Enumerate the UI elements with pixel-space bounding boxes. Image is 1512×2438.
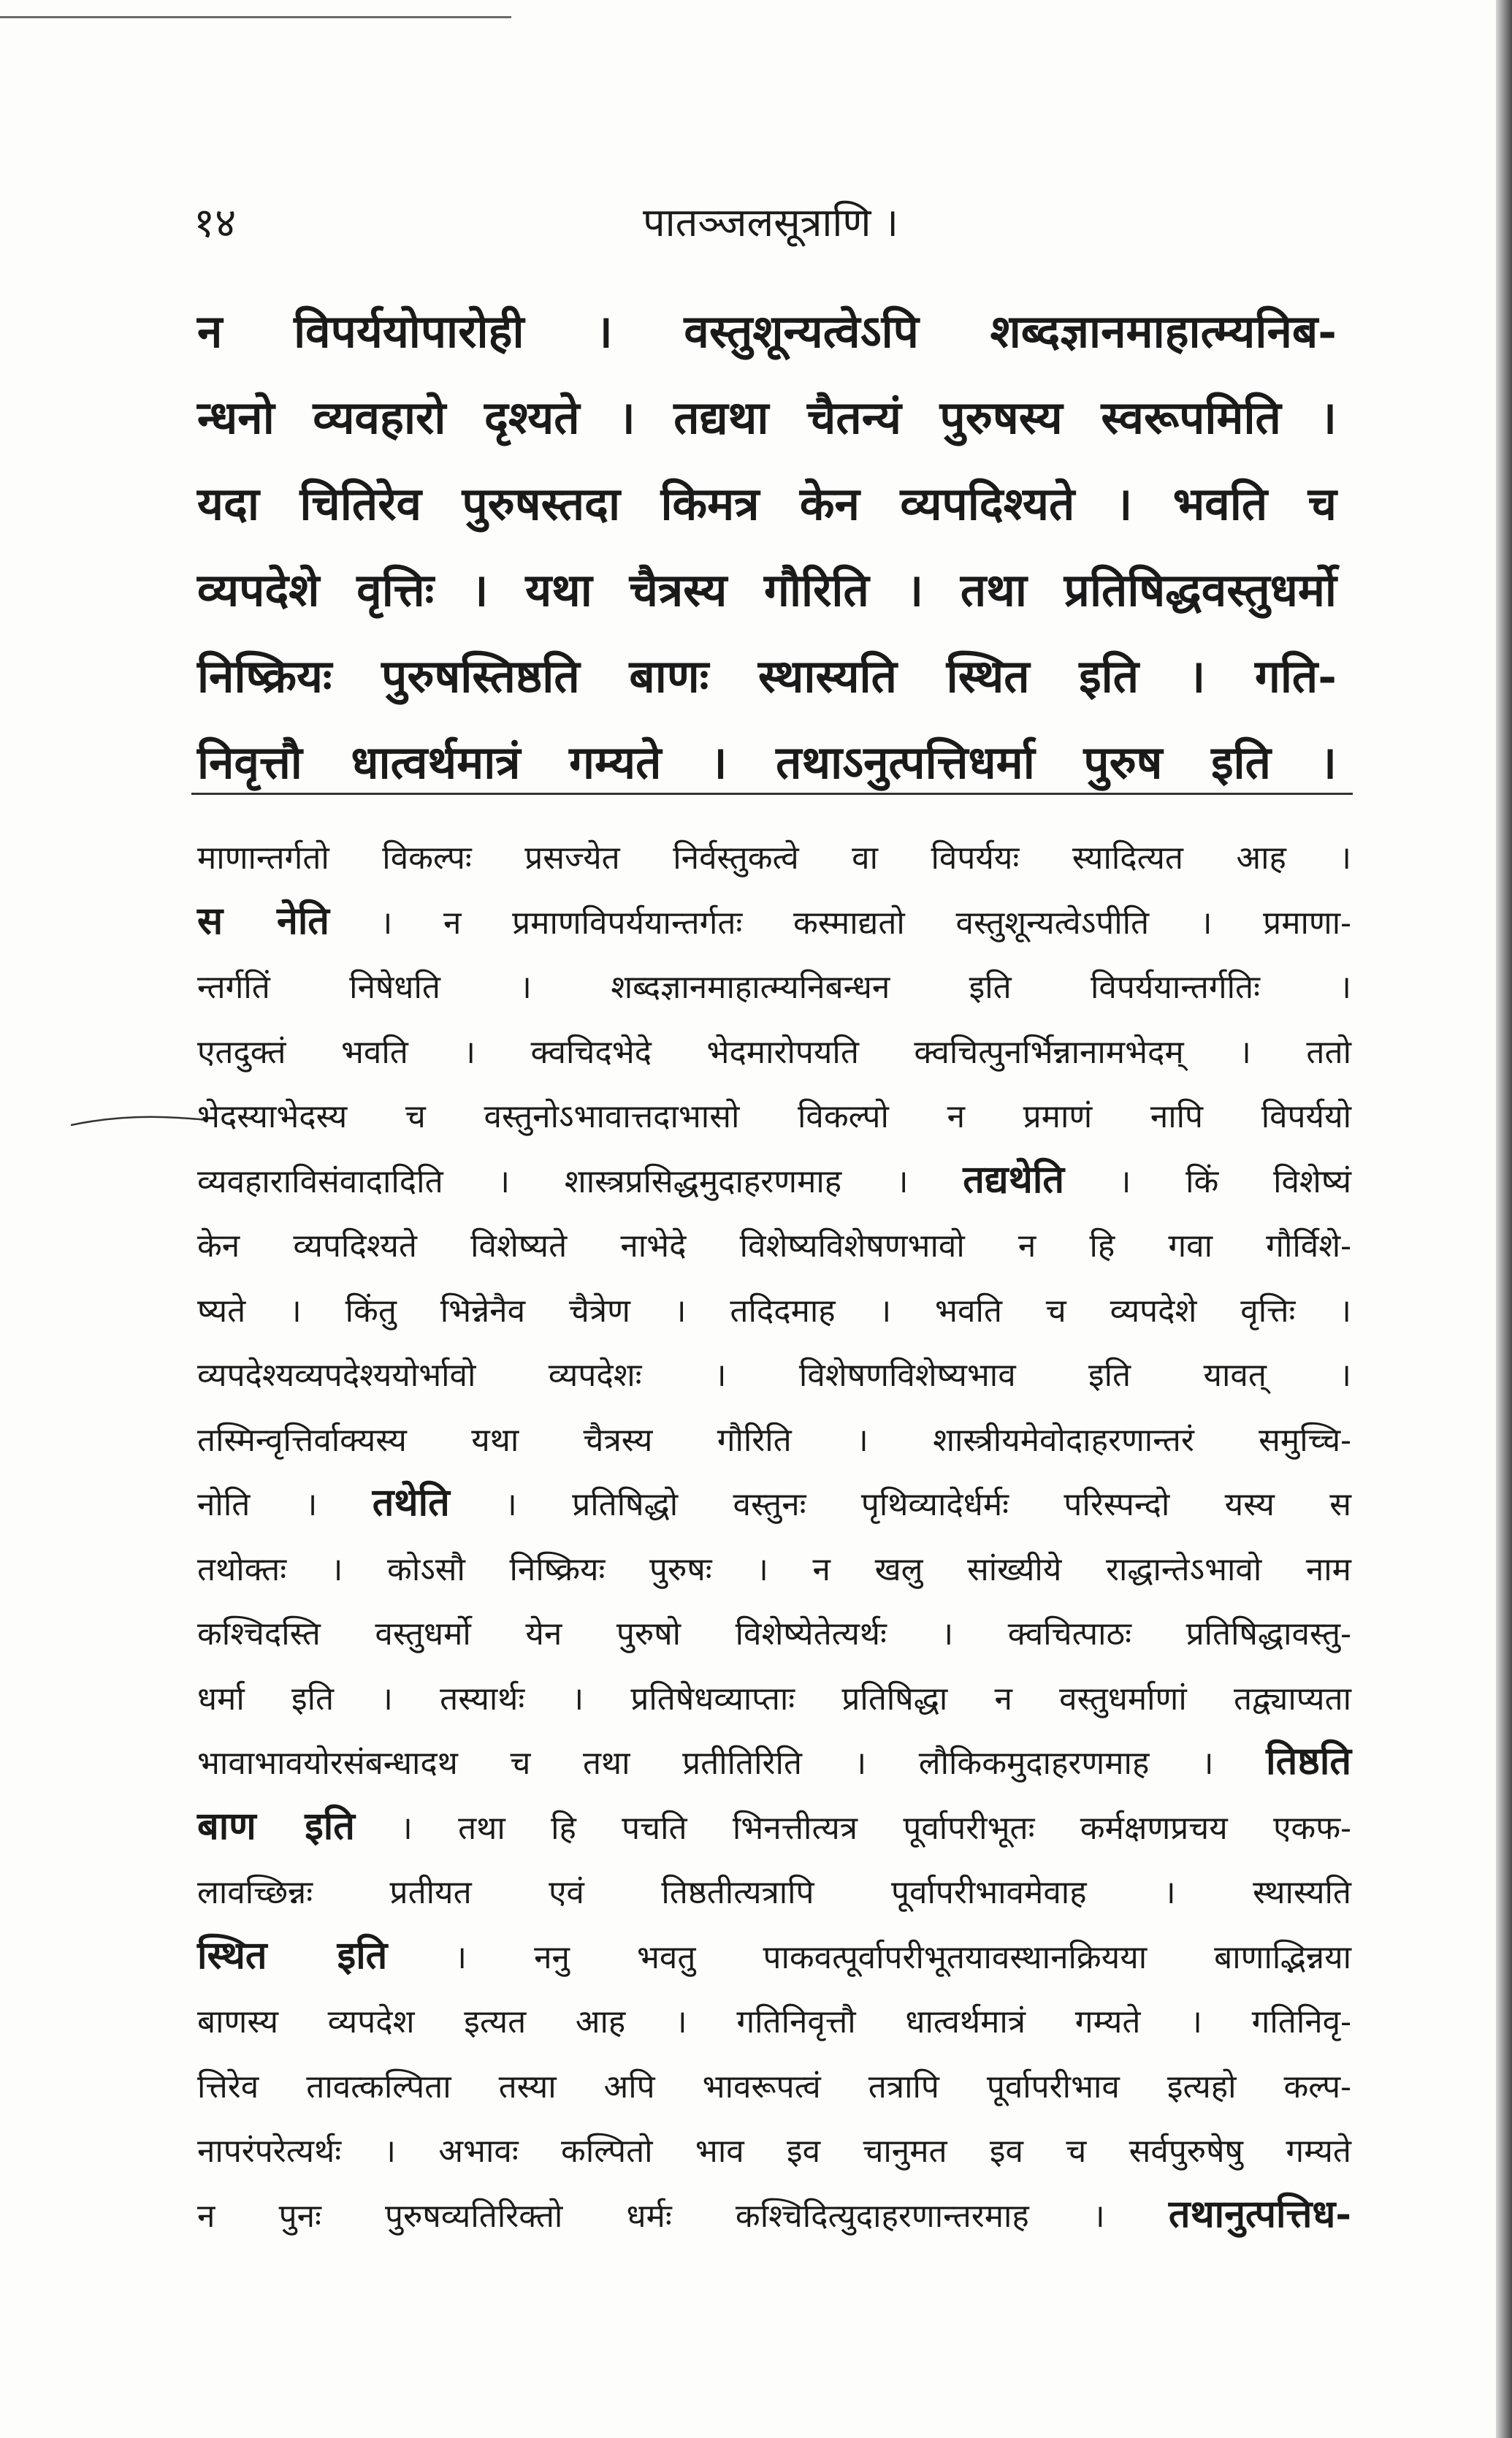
commentary-line: स्थित इति । ननु भवतु पाकवत्पूर्वापरीभूतयावस्थानक्रियया बाणाद्भिन्नया — [197, 1932, 1351, 1978]
sutra-text — [197, 289, 1337, 806]
page-header — [186, 186, 1355, 267]
commentary-line: बाण इति । तथा हि पचति भिनत्तीत्यत्र पूर्वापरीभूतः कर्मक्षणप्रचय एकफ- — [197, 1803, 1352, 1848]
commentary-line: कश्चिदस्ति वस्तुधर्मो येन पुरुषो विशेष्येतेत्यर्थः । क्वचित्पाठः प्रतिषिद्धावस्तु- — [197, 1615, 1351, 1653]
commentary-text — [197, 824, 1351, 2247]
scan-edge-shadow — [1496, 0, 1512, 2438]
sutra-line: व्यपदेशे वृत्तिः । यथा चैत्रस्य गौरिति । तथा प्रतिषिद्धवस्तुधर्मो — [197, 563, 1337, 617]
commentary-line: बाणस्य व्यपदेश इत्यत आह । गतिनिवृत्तौ धात्वर्थमात्रं गम्यते । गतिनिवृ- — [197, 2003, 1351, 2041]
page-number: १४ — [194, 199, 237, 247]
commentary-line: तथोक्तः । कोऽसौ निष्क्रियः पुरुषः । न खलु सांख्यीये राद्धान्तेऽभावो नाम — [197, 1550, 1351, 1588]
commentary-line: व्यपदेश्यव्यपदेश्ययोर्भावो व्यपदेशः । विशेषणविशेष्यभाव इति यावत् । — [197, 1357, 1351, 1394]
section-divider — [191, 793, 1353, 795]
commentary-line: भेदस्याभेदस्य च वस्तुनोऽभावात्तदाभासो विकल्पो न प्रमाणं नापि विपर्ययो — [197, 1098, 1351, 1135]
commentary-line: न्तर्गतिं निषेधति । शब्दज्ञानमाहात्म्यनिबन्धन इति विपर्ययान्तर्गतिः । — [197, 969, 1351, 1006]
commentary-line: स नेति । न प्रमाणविपर्ययान्तर्गतः कस्माद्यतो वस्तुशून्यत्वेऽपीति । प्रमाणा- — [197, 898, 1351, 943]
commentary-line: तस्मिन्वृत्तिर्वाक्यस्य यथा चैत्रस्य गौरिति । शास्त्रीयमेवोदाहरणान्तरं समुच्चि- — [197, 1421, 1351, 1459]
commentary-line: ष्यते । किंतु भिन्नेनैव चैत्रेण । तदिदमाह । भवति च व्यपदेशे वृत्तिः । — [197, 1292, 1351, 1330]
sutra-line: न्धनो व्यवहारो दृश्यते । तद्यथा चैतन्यं पुरुषस्य स्वरूपमिति । — [197, 391, 1337, 444]
commentary-line: न पुनः पुरुषव्यतिरिक्तो धर्मः कश्चिदित्युदाहरणान्तरमाह । तथानुत्पत्तिध- — [197, 2191, 1351, 2236]
commentary-line: नापरंपरेत्यर्थः । अभावः कल्पितो भाव इव चानुमत इव च सर्वपुरुषेषु गम्यते — [197, 2133, 1351, 2170]
commentary-line: एतदुक्तं भवति । क्वचिदभेदे भेदमारोपयति क्वचित्पुनर्भिन्नानामभेदम् । ततो — [197, 1033, 1351, 1071]
commentary-line: माणान्तर्गतो विकल्पः प्रसज्येत निर्वस्तुकत्वे वा विपर्ययः स्यादित्यत आह । — [197, 839, 1351, 877]
commentary-line: नोति । तथेति । प्रतिषिद्धो वस्तुनः पृथिव्यादेर्धर्मः परिस्पन्दो यस्य स — [197, 1480, 1351, 1525]
commentary-line: त्तिरेव तावत्कल्पिता तस्या अपि भावरूपत्वं तत्रापि पूर्वापरीभाव इत्यहो कल्प- — [197, 2068, 1351, 2106]
pen-mark-stroke — [69, 1109, 208, 1131]
commentary-line: लावच्छिन्नः प्रतीयत एवं तिष्ठतीत्यत्रापि पूर्वापरीभावमेवाह । स्थास्यति — [197, 1874, 1351, 1911]
commentary-line: धर्मा इति । तस्यार्थः । प्रतिषेधव्याप्ताः प्रतिषिद्धा न वस्तुधर्माणां तद्व्याप्यता — [197, 1680, 1351, 1718]
running-title: पातञ्जलसूत्राणि । — [642, 199, 899, 245]
sutra-line: निवृत्तौ धात्वर्थमात्रं गम्यते । तथाऽनुत्पत्तिधर्मा पुरुष इति । — [197, 736, 1337, 789]
commentary-line: भावाभावयोरसंबन्धादथ च तथा प्रतीतिरिति । लौकिकमुदाहरणमाह । तिष्ठति — [197, 1739, 1351, 1783]
scan-top-rule — [0, 16, 511, 18]
sutra-line: यदा चितिरेव पुरुषस्तदा किमत्र केन व्यपदिश्यते । भवति च — [197, 477, 1337, 530]
sutra-line: निष्क्रियः पुरुषस्तिष्ठति बाणः स्थास्यति स्थित इति । गति- — [197, 650, 1337, 703]
commentary-line: केन व्यपदिश्यते विशेष्यते नाभेदे विशेष्यविशेषणभावो न हि गवा गौर्विशे- — [197, 1227, 1351, 1265]
sutra-line: न विपर्ययोपारोही । वस्तुशून्यत्वेऽपि शब्दज्ञानमाहात्म्यनिब- — [197, 305, 1337, 358]
commentary-line: व्यवहाराविसंवादादिति । शास्त्रप्रसिद्धमुदाहरणमाह । तद्यथेति । किं विशेष्यं — [197, 1157, 1351, 1202]
